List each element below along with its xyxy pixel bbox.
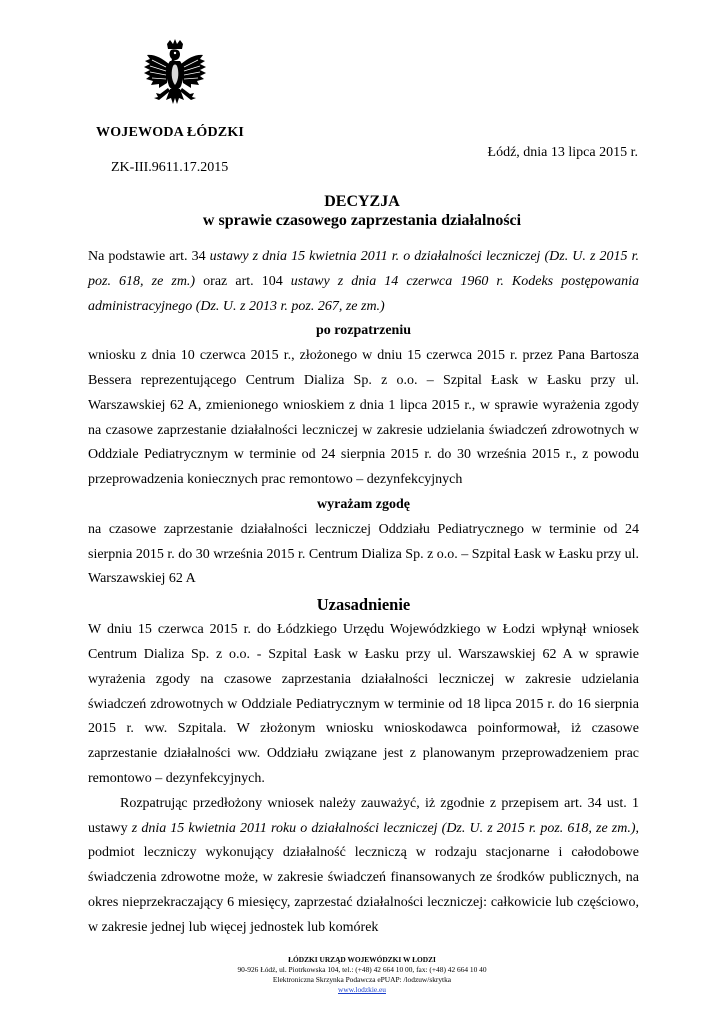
decision-body <box>88 245 639 941</box>
document-title: DECYZJA <box>324 193 400 210</box>
legal-basis-act-1: ustawy z dnia 15 kwietnia 2011 r. o działalności leczniczej (Dz. U. z 2015 r. poz. 618, ze zm.) <box>88 249 639 289</box>
footer-office-name: ŁÓDZKI URZĄD WOJEWÓDZKI W ŁODZI <box>288 955 436 964</box>
issuing-authority: WOJEWODA ŁÓDZKI <box>96 125 245 140</box>
footer-address: 90-926 Łódź, ul. Piotrkowska 104, tel.: (+48) 42 664 10 00, fax: (+48) 42 664 10 40 <box>237 965 487 974</box>
legal-basis-act-2: ustawy z dnia 14 czerwca 1960 r. Kodeks postępowania administracyjnego (Dz. U. z 2013 r. poz. 267, ze zm.) <box>88 273 639 314</box>
consent-paragraph: na czasowe zaprzestanie działalności leczniczej Oddziału Pediatrycznego w terminie od 24 sierpnia 2015 r. do 30 września 2015 r. Centrum Dializa Sp. z o.o. – Szpital Łask w Łasku przy ul. Warszawskiej 62 A <box>88 521 639 587</box>
legal-basis-text-1: Na podstawie art. 34 <box>88 249 210 264</box>
justification-paragraph-2 <box>88 792 639 941</box>
legal-basis-paragraph <box>88 245 639 319</box>
justification-text-1: Rozpatrując przedłożony wniosek należy zauważyć, iż zgodnie z przepisem art. 34 ust. 1 ustawy <box>88 795 639 836</box>
consent-heading: wyrażam zgodę <box>317 496 410 512</box>
eagle-icon <box>142 38 208 124</box>
justification-text-2: , podmiot leczniczy wykonujący działalność leczniczą w rodzaju stacjonarne i całodobowe świadczenia zdrowotne może, w zakresie świadczeń finansowanych ze środków publicznych, na okres nieprzekraczający 6 miesięcy, zaprzestać działalności leczniczej: całkowicie lub częściowo, w zakresie jednej lub więcej jednostek lub komórek <box>88 820 639 935</box>
footer-epuap: Elektroniczna Skrzynka Podawcza ePUAP: /lodzuw/skrytka <box>272 975 452 984</box>
document-subtitle: w sprawie czasowego zaprzestania działalności <box>202 212 522 229</box>
justification-paragraph-1: W dniu 15 czerwca 2015 r. do Łódzkiego Urzędu Wojewódzkiego w Łodzi wpłynął wniosek Centrum Dializa Sp. z o.o. - Szpital Łask w Łasku przy ul. Warszawskiej 62 A w sprawie wyrażenia zgody na czasowe zaprzestania działalności leczniczej w zakresie udzielania świadczeń zdrowotnych w Oddziale Pediatrycznym w terminie od 18 lipca 2015 r. do 16 sierpnia 2015 r. ww. Szpitala. W złożonym wniosku wnioskodawca poinformował, iż czasowe zaprzestanie działalności ww. Oddziału związane jest z planowanym przeprowadzeniem prac remontowo – dezynfekcyjnych. <box>88 622 639 786</box>
after-review-heading: po rozpatrzeniu <box>315 323 411 339</box>
request-paragraph: wniosku z dnia 10 czerwca 2015 r., złożonego w dniu 15 czerwca 2015 r. przez Pana Bartosza Bessera reprezentującego Centrum Dializa Sp. z o.o. – Szpital Łask w Łasku przy ul. Warszawskiej 62 A, zmienionego wnioskiem z dnia 1 lipca 2015 r., w sprawie wyrażenia zgody na czasowe zaprzestanie działalności leczniczej w zakresie udzielania świadczeń zdrowotnych w Oddziale Pediatrycznym w terminie od 24 sierpnia 2015 r. do 30 września 2015 r., z powodu przeprowadzenia koniecznych prac remontowo – dezynfekcyjnych <box>88 348 639 488</box>
justification-heading: Uzasadnienie <box>316 595 411 615</box>
place-and-date: Łódź, dnia 13 lipca 2015 r. <box>487 145 638 160</box>
footer-website-link[interactable]: www.lodzkie.eu <box>338 985 386 994</box>
page-footer <box>0 955 724 995</box>
justification-act: z dnia 15 kwietnia 2011 roku o działalności leczniczej (Dz. U. z 2015 r. poz. 618, ze zm.) <box>131 820 636 836</box>
case-number: ZK-III.9611.17.2015 <box>111 160 229 175</box>
legal-basis-text-2: oraz art. 104 <box>195 273 291 289</box>
polish-eagle-emblem <box>142 38 208 124</box>
